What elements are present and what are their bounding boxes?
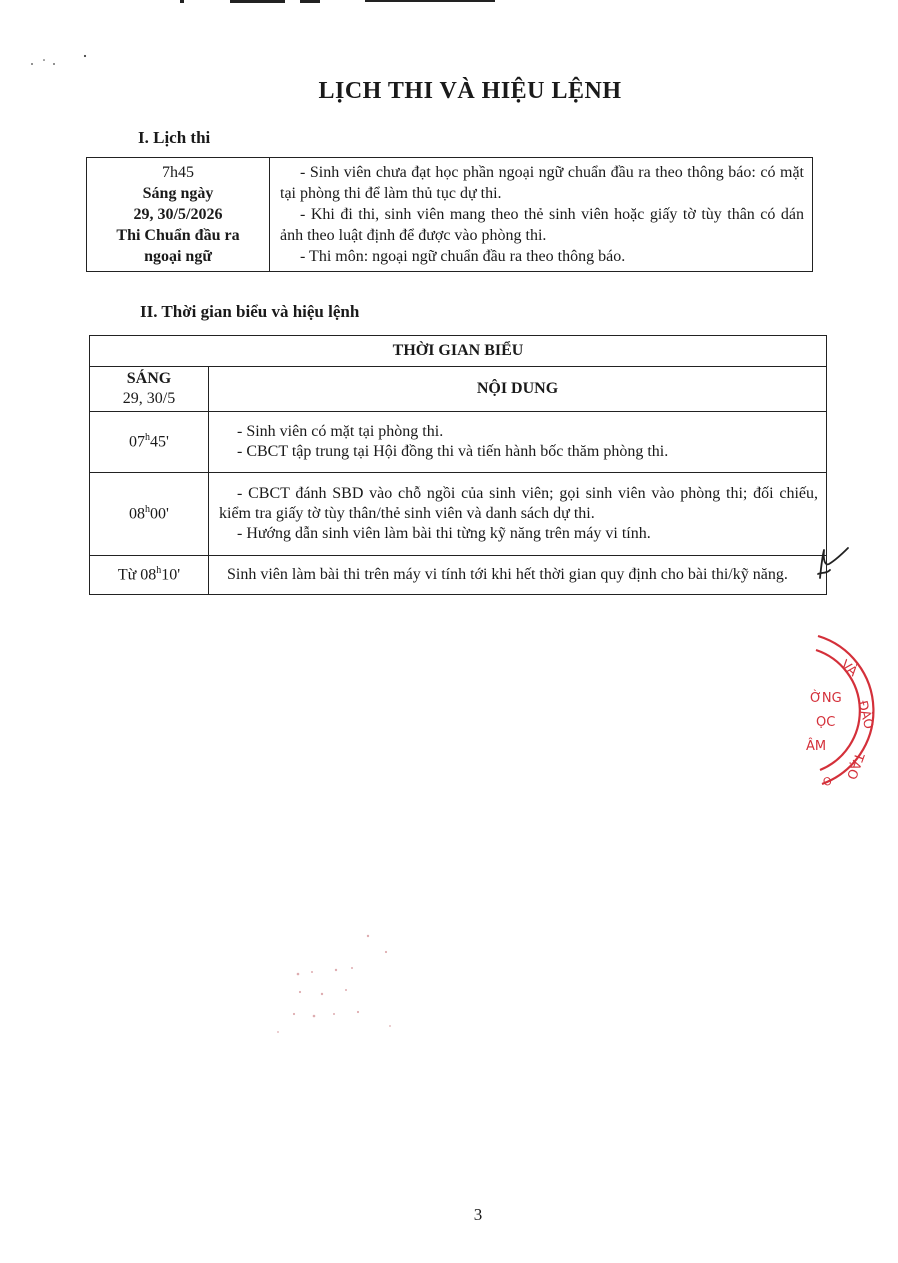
timetable-line: - CBCT tập trung tại Hội đồng thi và tiến hành bốc thăm phòng thi. [237,443,669,460]
exam-time: 7h45 [162,164,194,181]
exam-note: - Khi đi thi, sinh viên mang theo thẻ sinh viên hoặc giấy tờ tùy thân có dán ảnh theo luật định để được vào phòng thi. [280,206,804,244]
time-minute: 10' [161,566,181,584]
timetable-time [90,473,209,556]
section-2-heading: II. Thời gian biểu và hiệu lệnh [140,302,360,321]
timetable-caption-row [90,336,827,367]
time-hour: 07 [129,433,146,451]
exam-note: - Sinh viên chưa đạt học phần ngoại ngữ chuẩn đầu ra theo thông báo: có mặt tại phòng thi để làm thủ tục dự thi. [280,164,804,202]
timetable-content [209,556,827,595]
timetable-line: - Hướng dẫn sinh viên làm bài thi từng kỹ năng trên máy vi tính. [237,525,651,542]
svg-text:TẠO: TẠO [842,750,867,782]
timetable-row [90,473,827,556]
time-column-header [90,367,209,412]
timetable-content [209,412,827,473]
exam-schedule-table [86,157,813,272]
time-minute: 45' [150,433,169,451]
exam-day-label: Sáng ngày [142,185,214,202]
timetable-time [90,556,209,595]
svg-text:VÀ: VÀ [837,657,861,680]
time-hour: 08 [129,505,146,523]
svg-text:ĐÀO: ĐÀO [854,699,877,731]
exam-schedule-row [87,158,813,272]
signature-mark [812,544,852,580]
exam-name-line-1: Thi Chuẩn đầu ra [116,227,240,244]
time-prefix: Từ [117,566,141,584]
time-hour: 08 [140,566,157,584]
timetable-row [90,412,827,473]
svg-text:O: O [820,773,834,789]
time-h: h [145,432,151,444]
timetable-time [90,412,209,473]
timetable [89,335,827,595]
timetable-line: - Sinh viên có mặt tại phòng thi. [237,423,444,440]
exam-dates: 29, 30/5/2026 [133,206,223,223]
scan-edge-marks [180,0,500,3]
content-column-header: NỘI DUNG [209,367,827,412]
exam-time-cell [87,158,270,272]
time-header-line-1: SÁNG [126,370,172,387]
page-number: 3 [473,1205,483,1224]
exam-notes-cell [270,158,813,272]
timetable-content [209,473,827,556]
timetable-row [90,556,827,595]
timetable-line: - CBCT đánh SBD vào chỗ ngồi của sinh viên; gọi sinh viên vào phòng thi; đối chiếu, kiểm tra giấy tờ tùy thân/thẻ sinh viên và danh sách dự thi. [219,485,818,522]
time-h: h [145,504,151,516]
time-h: h [156,565,162,577]
timetable-line: Sinh viên làm bài thi trên máy vi tính tới khi hết thời gian quy định cho bài thi/kỹ năng. [227,566,788,583]
scan-specks [250,930,410,1040]
timetable-caption: THỜI GIAN BIỂU [90,336,827,367]
svg-text:ỌC: ỌC [816,715,836,730]
time-header-line-2: 29, 30/5 [122,390,176,407]
svg-text:ỜNG: ỜNG [810,691,842,706]
exam-note: - Thi môn: ngoại ngữ chuẩn đầu ra theo thông báo. [300,248,626,265]
time-minute: 00' [150,505,169,523]
scan-specks-top [28,52,98,70]
exam-name-line-2: ngoại ngữ [144,248,212,265]
document-title: LỊCH THI VÀ HIỆU LỆNH [318,78,622,104]
timetable-header-row [90,367,827,412]
official-seal [770,632,890,792]
svg-text:ÂM: ÂM [806,739,827,754]
section-1-heading: I. Lịch thi [138,128,211,147]
